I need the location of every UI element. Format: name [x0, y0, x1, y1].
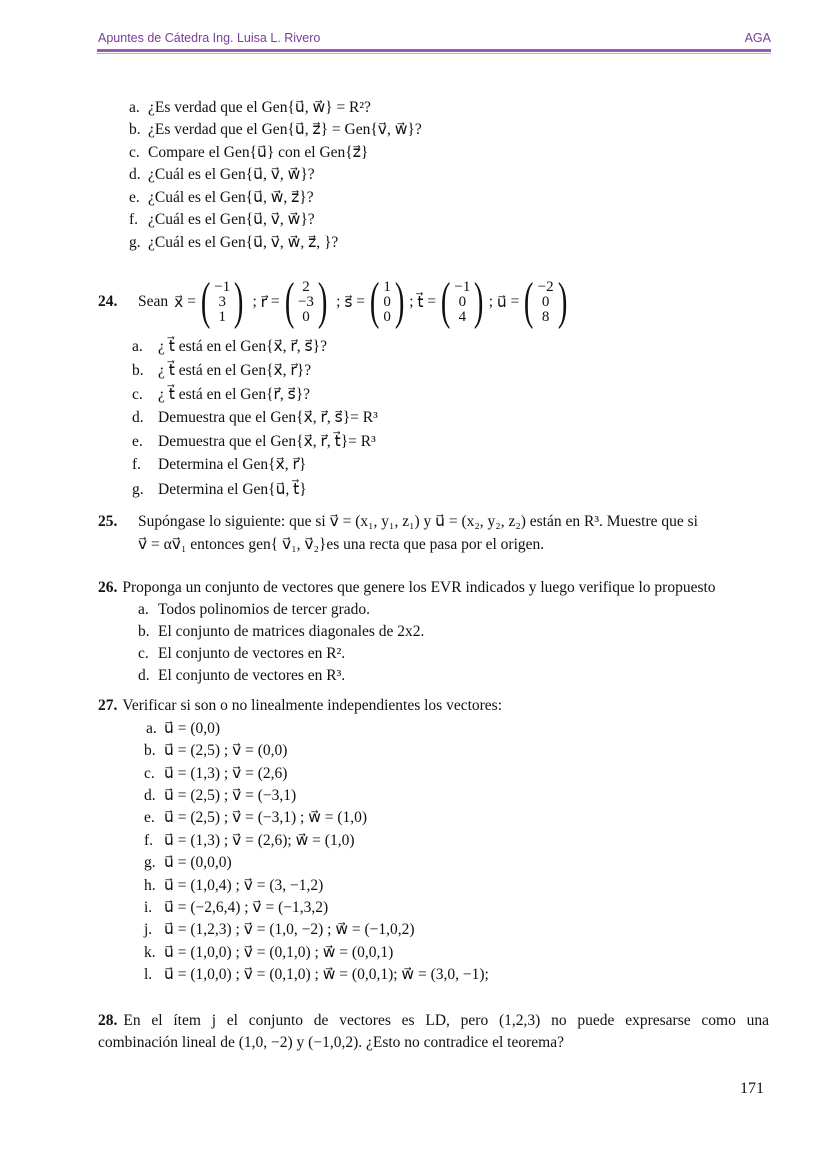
page-number: 171 — [740, 1080, 764, 1097]
page-header — [98, 29, 771, 49]
q25-line1: 25. Supóngase lo siguiente: que si v⃗ = (x₁, y₁, z₁) y u⃗ = (x₂, y₂, z₂) están en R³. Muestre que si — [98, 513, 698, 530]
q23-item-e: e. ¿Cuál es el Gen{u⃗, w⃗, z⃗}? — [129, 189, 314, 206]
vector-s-name: s⃗ — [344, 293, 353, 311]
q23-item-d: d. ¿Cuál es el Gen{u⃗, v⃗, w⃗}? — [129, 166, 315, 183]
q26-item-b: b. El conjunto de matrices diagonales de 2x2. — [138, 623, 425, 640]
q26-intro: 26. Proponga un conjunto de vectores que genere los EVR indicados y luego verifique lo propuesto — [98, 579, 716, 596]
q23-item-a: a. ¿Es verdad que el Gen{u⃗, w⃗} = R²? — [129, 99, 371, 116]
header-rule — [97, 49, 771, 52]
q27-item-c: c. u⃗ = (1,3) ; v⃗ = (2,6) — [144, 765, 288, 782]
q24-number: 24. — [98, 293, 118, 310]
q27-item-b: b. u⃗ = (2,5) ; v⃗ = (0,0) — [144, 742, 288, 759]
vector-x-matrix: ( −1 3 1 ) — [200, 273, 244, 330]
q26-item-c: c. El conjunto de vectores en R². — [138, 645, 346, 662]
q23-item-g: g. ¿Cuál es el Gen{u⃗, v⃗, w⃗, z⃗, }? — [129, 234, 339, 251]
q26-item-a: a. Todos polinomios de tercer grado. — [138, 601, 370, 618]
q23-item-c: c. Compare el Gen{u⃗} con el Gen{z⃗} — [129, 144, 369, 161]
header-title: Apuntes de Cátedra Ing. Luisa L. Rivero — [98, 31, 321, 45]
vector-s-matrix: ( 1 0 0 ) — [369, 273, 405, 330]
q24-item-c: c. ¿ t⃗ está en el Gen{r⃗, s⃗}? — [132, 386, 311, 403]
q24-intro: Sean — [138, 293, 169, 310]
q27-item-j: j. u⃗ = (1,2,3) ; v⃗ = (1,0, −2) ; w⃗ = (−1,0,2) — [144, 921, 415, 938]
q24-item-a: a. ¿ t⃗ está en el Gen{x⃗, r⃗, s⃗}? — [132, 338, 327, 355]
vector-r-name: r⃗ — [260, 293, 268, 311]
header-rule-thin — [97, 53, 771, 54]
vector-u-matrix: ( −2 0 8 ) — [524, 273, 568, 330]
q27-item-g: g. u⃗ = (0,0,0) — [144, 854, 232, 871]
q27-item-h: h. u⃗ = (1,0,4) ; v⃗ = (3, −1,2) — [144, 877, 324, 894]
vector-x-name: x⃗ — [174, 293, 184, 311]
q24-item-e: e. Demuestra que el Gen{x⃗, r⃗, t⃗}= R³ — [132, 433, 376, 450]
q23-item-b: b. ¿Es verdad que el Gen{u⃗, z⃗} = Gen{v⃗, w⃗}? — [129, 121, 422, 138]
q24-item-b: b. ¿ t⃗ está en el Gen{x⃗, r⃗}? — [132, 362, 312, 379]
q27-intro: 27. Verificar si son o no linealmente independientes los vectores: — [98, 697, 503, 714]
q27-item-i: i. u⃗ = (−2,6,4) ; v⃗ = (−1,3,2) — [144, 899, 329, 916]
q24-definition: 24. Sean x⃗ = ( −1 3 1 ) ; r⃗ = ( 2 −3 0 ) ; s⃗ = ( 1 0 0 ) ; t⃗ = ( −1 0 4 ) ; u⃗ = ( −2 0 8 ) — [98, 276, 572, 328]
vector-t-matrix: ( −1 0 4 ) — [440, 273, 484, 330]
q27-item-k: k. u⃗ = (1,0,0) ; v⃗ = (0,1,0) ; w⃗ = (0,0,1) — [144, 944, 394, 961]
q25-line2: v⃗ = αv⃗₁ entonces gen{ v⃗₁, v⃗₂}es una recta que pasa por el origen. — [138, 536, 545, 553]
q27-item-e: e. u⃗ = (2,5) ; v⃗ = (−3,1) ; w⃗ = (1,0) — [144, 809, 368, 826]
q24-item-f: f. Determina el Gen{x⃗, r⃗} — [132, 456, 307, 473]
vector-r-matrix: ( 2 −3 0 ) — [284, 273, 328, 330]
q24-item-g: g. Determina el Gen{u⃗, t⃗} — [132, 481, 307, 498]
q28-paragraph: 28. En el ítem j el conjunto de vectores es LD, pero (1,2,3) no puede expresarse como una combinación lineal de (1,0, −2) y (−1,0,2). ¿Esto no contradice el teorema? — [98, 1012, 769, 1051]
header-course: AGA — [744, 31, 771, 45]
q23-item-f: f. ¿Cuál es el Gen{u⃗, v⃗, w⃗}? — [129, 211, 315, 228]
q27-item-a: a. u⃗ = (0,0) — [146, 720, 221, 737]
q27-item-f: f. u⃗ = (1,3) ; v⃗ = (2,6); w⃗ = (1,0) — [144, 832, 355, 849]
vector-u-name: u⃗ — [496, 293, 507, 311]
vector-t-name: t⃗ — [417, 293, 424, 311]
q24-item-d: d. Demuestra que el Gen{x⃗, r⃗, s⃗}= R³ — [132, 409, 378, 426]
q27-item-l: l. u⃗ = (1,0,0) ; v⃗ = (0,1,0) ; w⃗ = (0,0,1); w⃗ = (3,0, −1); — [144, 966, 489, 983]
q27-item-d: d. u⃗ = (2,5) ; v⃗ = (−3,1) — [144, 787, 297, 804]
q26-item-d: d. El conjunto de vectores en R³. — [138, 667, 346, 684]
